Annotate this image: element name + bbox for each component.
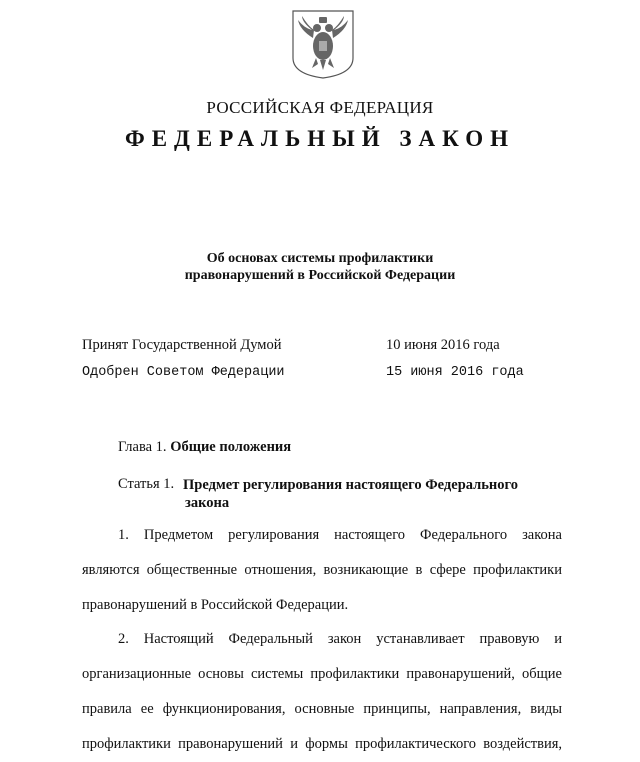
paragraph-2-line2: организационные основы системы профилактики правонарушений, общие <box>82 666 562 682</box>
paragraph-1-line3: правонарушений в Российской Федерации. <box>82 597 349 613</box>
council-label: Одобрен Советом Федерации <box>82 365 285 380</box>
adoption-council-row <box>82 365 562 380</box>
article-title-line1: Предмет регулирования настоящего Федерального <box>183 477 519 493</box>
council-date: 15 июня 2016 года <box>386 365 524 380</box>
coat-of-arms-icon <box>290 8 356 80</box>
paragraph-2 <box>82 622 562 762</box>
paragraph-1-line2: являются общественные отношения, возникающие в сфере профилактики <box>82 562 562 578</box>
paragraph-2-line4: профилактики правонарушений и формы профилактического воздействия, <box>82 736 562 752</box>
chapter-number: Глава 1. <box>118 439 167 455</box>
document-title-line1: Об основах системы профилактики <box>206 251 434 266</box>
adoption-duma-row <box>82 337 562 354</box>
article-number: Статья 1. <box>118 476 175 492</box>
article-title-line2: закона <box>185 495 230 511</box>
paragraph-1-line1: 1. Предметом регулирования настоящего Федерального закона <box>118 527 562 543</box>
paragraph-1 <box>82 518 562 623</box>
paragraph-2-line1: 2. Настоящий Федеральный закон устанавливает правовую и <box>118 631 562 647</box>
chapter-heading <box>118 439 291 456</box>
article-title <box>183 476 553 512</box>
law-type-heading: ФЕДЕРАЛЬНЫЙ ЗАКОН <box>124 126 516 151</box>
country-name: РОССИЙСКАЯ ФЕДЕРАЦИЯ <box>206 98 434 117</box>
paragraph-2-line3: правила ее функционирования, основные принципы, направления, виды <box>82 701 562 717</box>
document-title-line2: правонарушений в Российской Федерации <box>184 268 456 283</box>
duma-date: 10 июня 2016 года <box>386 337 500 353</box>
document-title <box>0 250 640 284</box>
duma-label: Принят Государственной Думой <box>82 337 282 353</box>
chapter-title: Общие положения <box>170 439 292 455</box>
